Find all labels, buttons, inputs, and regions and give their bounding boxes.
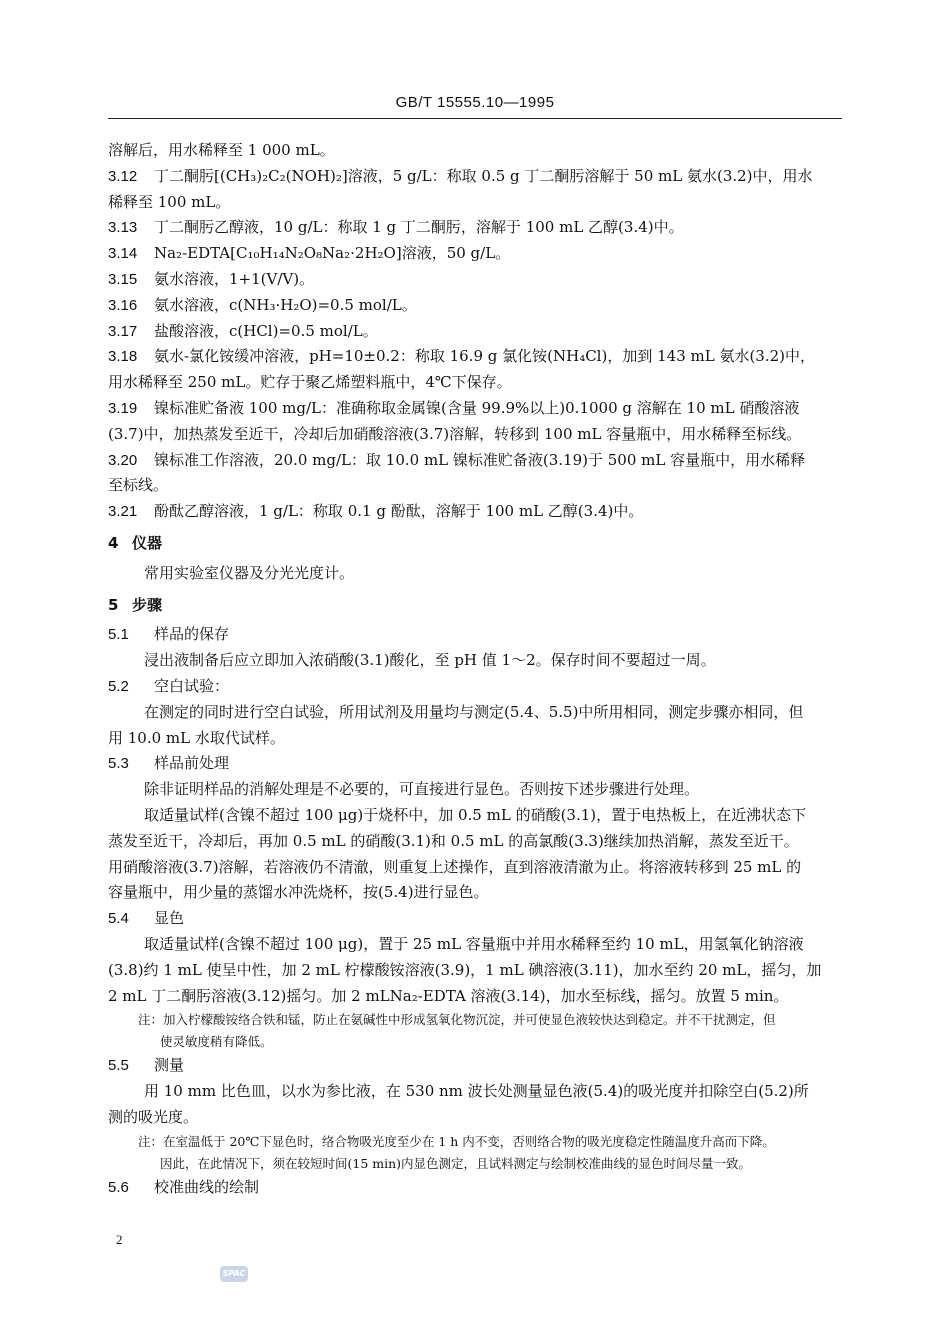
clause-5-4-note-cont: 使灵敏度稍有降低。 [160, 1034, 273, 1050]
clause-5-4-note: 注：加入柠檬酸铵络合铁和锰，防止在氨碱性中形成氢氧化物沉淀，并可使显色液较快达到稳定。并不干扰测定，但 [138, 1012, 776, 1028]
clause-5-5-note: 注：在室温低于 20℃下显色时，络合物吸光度至少在 1 h 内不变，否则络合物的吸光度稳定性随温度升高而下降。 [138, 1133, 775, 1149]
clause-text: 盐酸溶液，c(HCl)=0.5 mol/L。 [154, 321, 378, 340]
clause-text: 氨水-氯化铵缓冲溶液，pH=10±0.2：称取 16.9 g 氯化铵(NH₄Cl)，加到 143 mL 氨水(3.2)中， [154, 347, 816, 366]
clause-5-4-heading: 5.4 显色 [108, 909, 185, 928]
clause-text: (3.7)中，加热蒸发至近干，冷却后加硝酸溶液(3.7)溶解，转移到 100 mL 容量瓶中，用水稀释至标线。 [108, 424, 802, 443]
reagent-line [108, 319, 842, 345]
clause-text: 氨水溶液，1+1(V/V)。 [154, 269, 315, 288]
clause-number: 3.18 [108, 348, 138, 366]
clause-5-5-note-cont: 因此，在此情况下，须在较短时间(15 min)内显色测定，且试料测定与绘制校准曲线的显色时间尽量一致。 [160, 1155, 752, 1171]
clause-5-5-body: 用 10 mm 比色皿，以水为参比液，在 530 nm 波长处测量显色液(5.4)的吸光度并扣除空白(5.2)所 [144, 1082, 809, 1101]
clause-5-2-body: 在测定的同时进行空白试验，所用试剂及用量均与测定(5.4、5.5)中所用相同，测定步骤亦相同，但 [144, 702, 804, 721]
clause-5-4-line: 取适量试样(含镍不超过 100 μg)，置于 25 mL 容量瓶中并用水稀释至约 10 mL，用氢氧化钠溶液 [144, 934, 804, 953]
clause-text: 氨水溶液，c(NH₃·H₂O)=0.5 mol/L。 [154, 295, 417, 314]
clause-text: 稀释至 100 mL。 [108, 192, 231, 211]
reagent-line [108, 138, 842, 164]
reagent-line [108, 164, 842, 190]
clause-5-3-p2-line: 用硝酸溶液(3.7)溶解，若溶液仍不清澈，则重复上述操作，直到溶液清澈为止。将溶液转移到 25 mL 的 [108, 857, 802, 876]
reagent-line [108, 499, 842, 525]
clause-5-3-p2-line: 取适量试样(含镍不超过 100 μg)于烧杯中，加 0.5 mL 的硝酸(3.1)，置于电热板上，在近沸状态下 [144, 805, 807, 824]
clause-number: 3.15 [108, 270, 138, 288]
clause-5-3-heading: 5.3 样品前处理 [108, 754, 230, 773]
clause-5-3-p2-line: 蒸发至近干，冷却后，再加 0.5 mL 的硝酸(3.1)和 0.5 mL 的高氯酸(3.3)继续加热消解，蒸发至近干。 [108, 831, 799, 850]
reagent-line [108, 241, 842, 267]
clause-5-4-line: 2 mL 丁二酮肟溶液(3.12)摇匀。加 2 mLNa₂-EDTA 溶液(3.14)，加水至标线，摇匀。放置 5 min。 [108, 986, 789, 1005]
page-content [108, 138, 842, 1200]
reagent-line [108, 344, 842, 370]
clause-5-5-body-cont: 测的吸光度。 [108, 1107, 199, 1126]
clause-number: 3.19 [108, 399, 138, 417]
header-rule [108, 118, 842, 119]
clause-number: 3.17 [108, 322, 138, 340]
reagent-line [108, 190, 842, 216]
reagent-line [108, 370, 842, 396]
clause-5-3-p2-line: 容量瓶中，用少量的蒸馏水冲洗烧杯，按(5.4)进行显色。 [108, 883, 489, 902]
publisher-logo: SPAC [220, 1266, 248, 1282]
reagent-line [108, 293, 842, 319]
clause-text: 镍标准工作溶液，20.0 mg/L：取 10.0 mL 镍标准贮备液(3.19)于 500 mL 容量瓶中，用水稀释 [154, 450, 806, 469]
clause-5-5-heading: 5.5 测量 [108, 1056, 185, 1075]
clause-number: 3.13 [108, 219, 138, 237]
clause-5-1-heading: 5.1 样品的保存 [108, 625, 230, 644]
reagent-line [108, 396, 842, 422]
clause-text: 酚酞乙醇溶液，1 g/L：称取 0.1 g 酚酞，溶解于 100 mL 乙醇(3.4)中。 [154, 502, 644, 521]
clause-number: 3.12 [108, 167, 138, 185]
clause-text: 丁二酮肟乙醇液，10 g/L：称取 1 g 丁二酮肟，溶解于 100 mL 乙醇(3.4)中。 [154, 218, 684, 237]
reagent-line [108, 473, 842, 499]
section-4-heading: 4 仪器 [108, 533, 163, 552]
clause-text: 溶解后，用水稀释至 1 000 mL。 [108, 141, 335, 159]
section-5-heading: 5 步骤 [108, 595, 163, 614]
reagent-list [108, 138, 842, 525]
reagent-line [108, 267, 842, 293]
clause-text: Na₂-EDTA[C₁₀H₁₄N₂O₈Na₂·2H₂O]溶液，50 g/L。 [154, 244, 511, 263]
clause-number: 3.20 [108, 451, 138, 469]
standard-header: GB/T 15555.10—1995 [395, 94, 555, 111]
clause-5-2-body-cont: 用 10.0 mL 水取代试样。 [108, 728, 285, 747]
clause-text: 用水稀释至 250 mL。贮存于聚乙烯塑料瓶中，4℃下保存。 [108, 373, 512, 392]
reagent-line [108, 448, 842, 474]
reagent-line [108, 215, 842, 241]
clause-5-6-heading: 5.6 校准曲线的绘制 [108, 1177, 260, 1196]
page-number: 2 [116, 1232, 123, 1247]
clause-text: 丁二酮肟[(CH₃)₂C₂(NOH)₂]溶液，5 g/L：称取 0.5 g 丁二酮肟溶解于 50 mL 氨水(3.2)中，用水 [154, 166, 813, 185]
clause-5-2-heading: 5.2 空白试验： [108, 676, 230, 695]
clause-number: 3.16 [108, 296, 138, 314]
clause-5-4-line: (3.8)约 1 mL 使呈中性，加 2 mL 柠檬酸铵溶液(3.9)，1 mL 碘溶液(3.11)，加水至约 20 mL，摇匀，加 [108, 960, 822, 979]
section-4-body: 常用实验室仪器及分光光度计。 [144, 563, 355, 582]
clause-text: 镍标准贮备液 100 mg/L：准确称取金属镍(含量 99.9%以上)0.1000 g 溶解在 10 mL 硝酸溶液 [154, 398, 800, 417]
clause-text: 至标线。 [108, 476, 169, 495]
clause-number: 3.14 [108, 245, 138, 263]
clause-number: 3.21 [108, 503, 138, 521]
clause-5-1-body: 浸出液制备后应立即加入浓硝酸(3.1)酸化，至 pH 值 1～2。保存时间不要超过一周。 [144, 651, 716, 670]
reagent-line [108, 422, 842, 448]
clause-5-3-body: 除非证明样品的消解处理是不必要的，可直接进行显色。否则按下述步骤进行处理。 [144, 780, 700, 799]
